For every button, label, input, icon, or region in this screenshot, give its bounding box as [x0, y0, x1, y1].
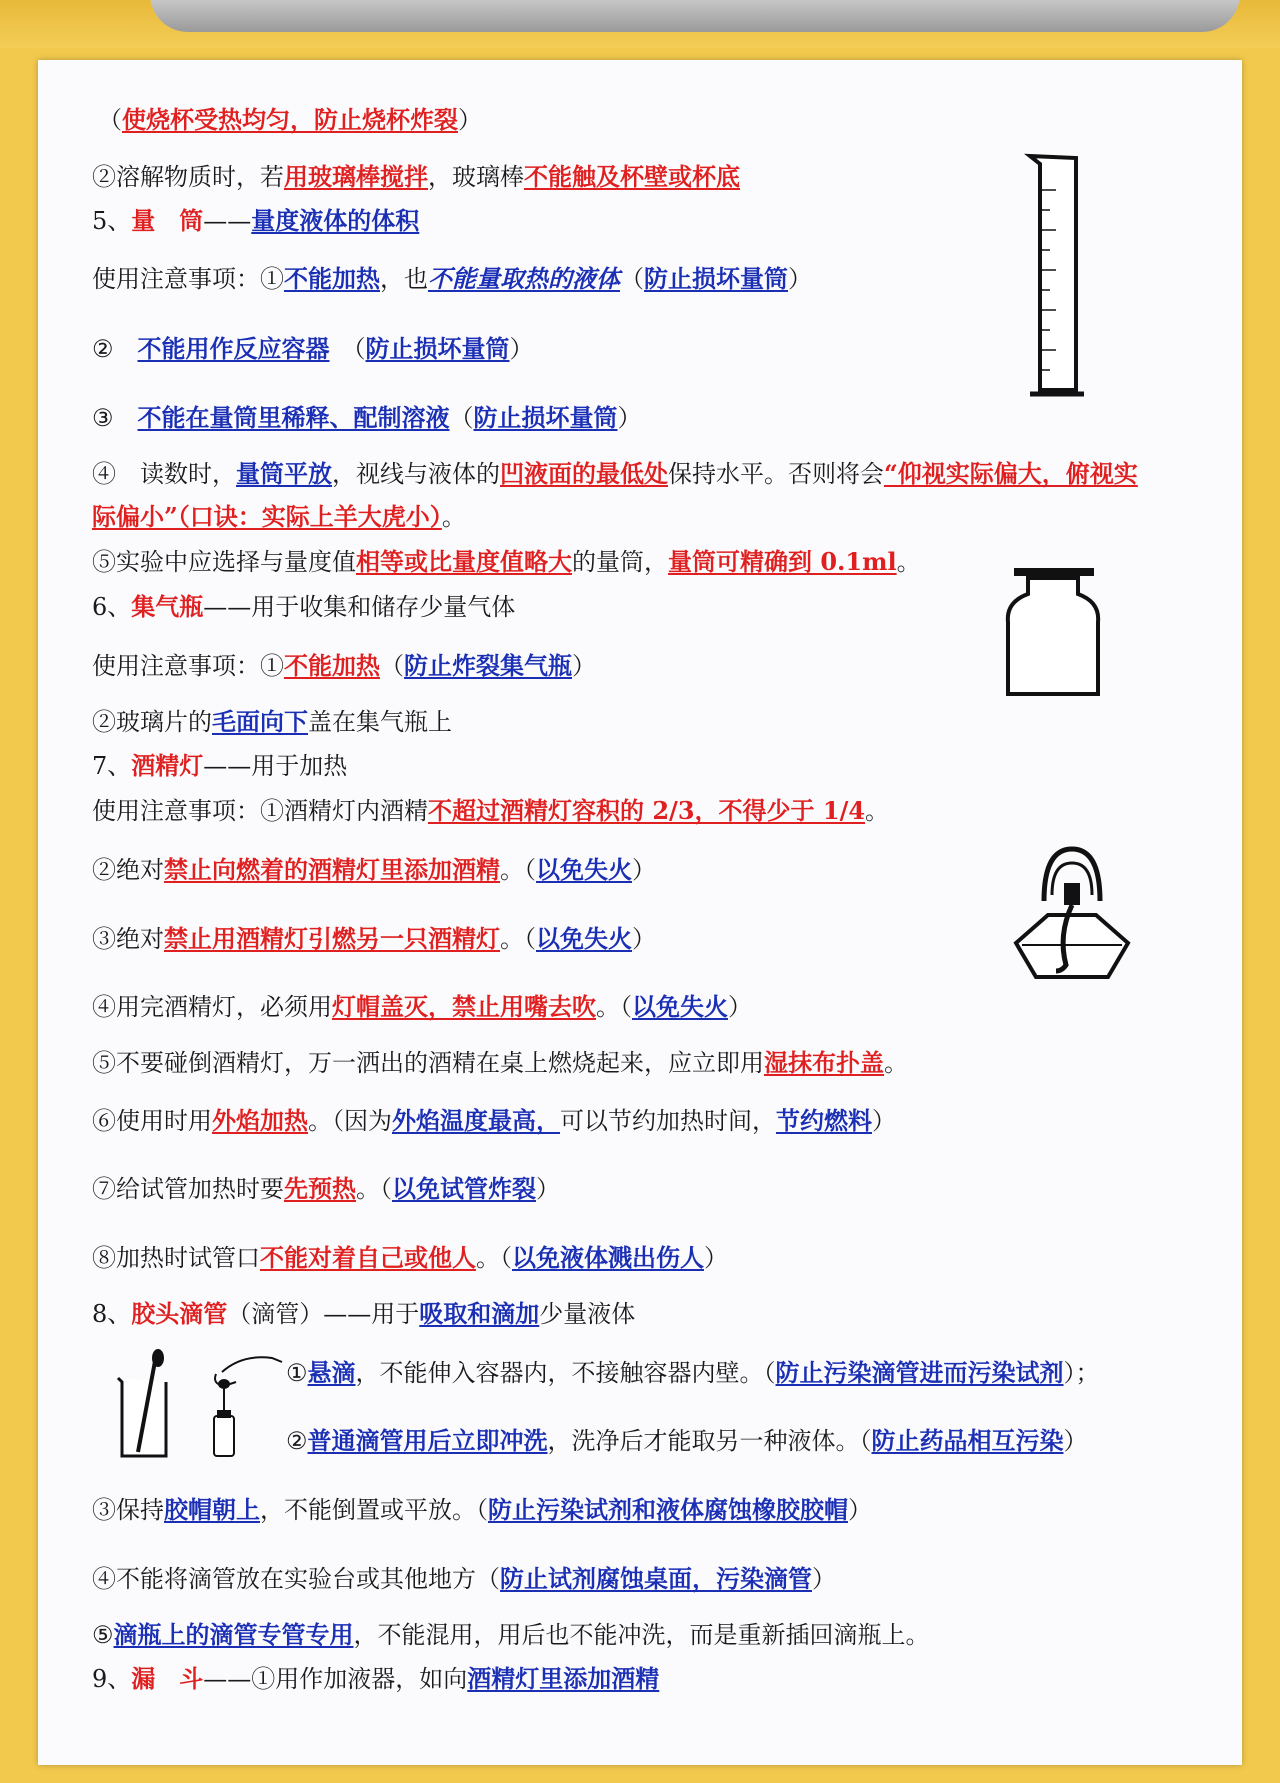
text: ） — [728, 993, 752, 1021]
section-number: 9、 — [92, 1665, 132, 1693]
line-20 — [92, 1172, 560, 1206]
section-title: 酒精灯 — [131, 751, 204, 780]
key-point: 凹液面的最低处 — [500, 459, 668, 488]
key-point: 湿抹布扑盖 — [764, 1048, 884, 1077]
key-point: 滴瓶上的滴管专管专用 — [113, 1620, 354, 1649]
text: ③ — [92, 404, 138, 432]
text: ，不能伸入容器内，不接触容器内壁。（ — [355, 1359, 776, 1387]
text: ，玻璃棒 — [428, 163, 524, 191]
text: ） — [617, 404, 642, 432]
text: ） — [536, 1175, 560, 1203]
clipboard-clip — [150, 0, 1240, 32]
line-8 — [92, 500, 466, 534]
text: 。 — [884, 1049, 908, 1077]
text: ，不能混用，用后也不能冲洗，而是重新插回滴瓶上。 — [353, 1621, 930, 1649]
section-number: 6、 — [92, 593, 132, 621]
section-number: 7、 — [92, 752, 132, 780]
section-title: 胶头滴管 — [131, 1299, 228, 1328]
text: 。（ — [500, 925, 536, 953]
key-point: 量度液体的体积 — [251, 206, 420, 235]
line-28-heading — [92, 1662, 659, 1696]
text: ① — [286, 1359, 308, 1387]
key-point: 不能加热 — [284, 264, 380, 293]
line-19 — [92, 1104, 896, 1138]
key-point: 量筒可精确到 0.1ml — [668, 547, 897, 576]
key-point: 不超过酒精灯容积的 2/3，不得少于 1/4 — [428, 796, 866, 825]
text: ） — [572, 652, 596, 680]
section-title: 漏 斗 — [131, 1664, 204, 1693]
text: ③绝对 — [92, 925, 164, 953]
text: 使用注意事项：①酒精灯内酒精 — [92, 797, 428, 825]
text: ） — [632, 856, 656, 884]
reason: 防止药品相互污染 — [871, 1426, 1064, 1455]
line-2 — [92, 160, 740, 194]
line-16 — [92, 922, 656, 956]
clipboard-top — [0, 0, 1280, 48]
text: ） — [458, 106, 482, 134]
key-point: 普通滴管用后立即冲洗 — [307, 1426, 548, 1455]
text: ②绝对 — [92, 856, 164, 884]
line-26 — [92, 1562, 836, 1596]
key-point: 不能加热 — [284, 651, 380, 680]
line-11 — [92, 649, 596, 683]
key-point: 不能量取热的液体 — [428, 264, 620, 293]
line-12 — [92, 705, 452, 739]
text: ② — [286, 1427, 308, 1455]
text: （ — [329, 335, 366, 363]
section-title: 量 筒 — [131, 206, 204, 235]
text: ） — [812, 1565, 836, 1593]
alcohol-lamp-icon — [1008, 845, 1138, 995]
text: （滴管）——用于 — [227, 1300, 420, 1328]
text: 。 — [865, 797, 890, 825]
text: ③保持 — [92, 1496, 164, 1524]
text: ，视线与液体的 — [332, 460, 500, 488]
line-17 — [92, 990, 752, 1024]
section-title: 集气瓶 — [131, 592, 204, 621]
line-23 — [286, 1356, 1100, 1390]
text: ——用于收集和储存少量气体 — [203, 593, 516, 621]
reason: 外焰温度最高， — [392, 1106, 560, 1135]
section-number: 5、 — [92, 207, 132, 235]
line-18 — [92, 1046, 908, 1080]
key-point: 毛面向下 — [212, 707, 308, 736]
text: ） — [1063, 1427, 1088, 1455]
text: ④不能将滴管放在实验台或其他地方（ — [92, 1565, 500, 1593]
graduated-cylinder-icon — [1020, 150, 1120, 410]
text: 可以节约加热时间， — [560, 1107, 776, 1135]
line-7 — [92, 457, 1138, 491]
key-point: 灯帽盖灭，禁止用嘴去吹 — [332, 992, 596, 1021]
reason: 以免失火 — [632, 992, 728, 1021]
reason: 防止损坏量筒 — [473, 403, 618, 432]
section-number: 8、 — [92, 1300, 132, 1328]
text: 的量筒， — [572, 548, 668, 576]
line-25 — [92, 1493, 872, 1527]
text: —— — [203, 207, 252, 235]
reason: 以免失火 — [536, 924, 632, 953]
text: 使用注意事项：① — [92, 265, 284, 293]
key-point: 际偏小”（口诀：实际上羊大虎小） — [92, 502, 442, 531]
text: 。（因为 — [308, 1107, 392, 1135]
key-point: 用玻璃棒搅拌 — [284, 162, 428, 191]
text: ② — [92, 335, 138, 363]
text: ） — [788, 265, 812, 293]
line-15 — [92, 853, 656, 887]
text: ） — [509, 335, 534, 363]
text: ⑤不要碰倒酒精灯，万一洒出的酒精在桌上燃烧起来，应立即用 — [92, 1049, 764, 1077]
text: 。（ — [596, 993, 632, 1021]
text: ⑧加热时试管口 — [92, 1244, 260, 1272]
key-point: 不能触及杯壁或杯底 — [524, 162, 740, 191]
line-10-heading — [92, 590, 515, 624]
line-14 — [92, 794, 889, 828]
text: ⑥使用时用 — [92, 1107, 212, 1135]
text: ⑤实验中应选择与量度值 — [92, 548, 356, 576]
gas-collecting-bottle-icon — [1000, 562, 1110, 702]
text: ②玻璃片的 — [92, 708, 212, 736]
text: 。 — [896, 548, 921, 576]
text: （ — [449, 404, 474, 432]
reason: 防止试剂腐蚀桌面，污染滴管 — [500, 1564, 812, 1593]
dropper-and-beaker-icon — [112, 1348, 292, 1460]
key-point: 不能用作反应容器 — [137, 334, 330, 363]
key-point: 先预热 — [284, 1174, 356, 1203]
reason: 防止污染滴管进而污染试剂 — [775, 1358, 1064, 1387]
text: 。（ — [500, 856, 536, 884]
reason: 防止污染试剂和液体腐蚀橡胶胶帽 — [488, 1495, 848, 1524]
text: 。（ — [476, 1244, 512, 1272]
text: ⑤ — [92, 1621, 114, 1649]
line-24 — [286, 1424, 1088, 1458]
text: 。（ — [356, 1175, 392, 1203]
line-27 — [92, 1618, 930, 1652]
line-9 — [92, 545, 921, 579]
reason: 以免试管炸裂 — [392, 1174, 536, 1203]
line-3-heading — [92, 204, 419, 238]
text: ） — [848, 1496, 872, 1524]
key-point: 外焰加热 — [212, 1106, 308, 1135]
text: 。 — [441, 503, 466, 531]
text: 少量液体 — [539, 1300, 636, 1328]
text: ——用于加热 — [203, 752, 348, 780]
text: ，不能倒置或平放。（ — [260, 1496, 488, 1524]
text: （ — [98, 106, 122, 134]
key-point: 不能在量筒里稀释、配制溶液 — [137, 403, 450, 432]
key-point: 酒精灯里添加酒精 — [467, 1664, 660, 1693]
line-6 — [92, 401, 642, 435]
line-1 — [98, 103, 482, 137]
text: ——①用作加液器，如向 — [203, 1665, 468, 1693]
text: 盖在集气瓶上 — [308, 708, 452, 736]
text: 使用注意事项：① — [92, 652, 284, 680]
text: ④用完酒精灯，必须用 — [92, 993, 332, 1021]
key-point: 禁止用酒精灯引燃另一只酒精灯 — [164, 924, 500, 953]
text: ②溶解物质时，若 — [92, 163, 284, 191]
key-point: 禁止向燃着的酒精灯里添加酒精 — [164, 855, 500, 884]
key-point: 量筒平放 — [236, 459, 332, 488]
reason: 防止炸裂集气瓶 — [404, 651, 572, 680]
line-22-heading — [92, 1297, 635, 1331]
text: （ — [620, 265, 644, 293]
reason: 防止损坏量筒 — [644, 264, 788, 293]
key-point: 吸取和滴加 — [419, 1299, 540, 1328]
text: ） — [704, 1244, 728, 1272]
line-4 — [92, 262, 812, 296]
line-21 — [92, 1241, 728, 1275]
key-point: 不能对着自己或他人 — [260, 1243, 476, 1272]
reason: 以免失火 — [536, 855, 632, 884]
text: ⑦给试管加热时要 — [92, 1175, 284, 1203]
key-point: 相等或比量度值略大 — [356, 547, 572, 576]
text: 保持水平。否则将会 — [668, 460, 884, 488]
key-point: “仰视实际偏大，俯视实 — [884, 459, 1138, 488]
text: ，洗净后才能取另一种液体。（ — [547, 1427, 872, 1455]
text: ）； — [1063, 1359, 1100, 1387]
text: ④ 读数时， — [92, 460, 236, 488]
key-point: 悬滴 — [307, 1358, 356, 1387]
text: ，也 — [380, 265, 428, 293]
reason: 防止损坏量筒 — [365, 334, 510, 363]
key-point: 使烧杯受热均匀，防止烧杯炸裂 — [122, 105, 458, 134]
text: （ — [380, 652, 404, 680]
key-point: 胶帽朝上 — [164, 1495, 260, 1524]
text: ） — [872, 1107, 896, 1135]
reason: 节约燃料 — [776, 1106, 872, 1135]
line-13-heading — [92, 749, 347, 783]
text: ） — [632, 925, 656, 953]
reason: 以免液体溅出伤人 — [512, 1243, 704, 1272]
line-5 — [92, 332, 534, 366]
